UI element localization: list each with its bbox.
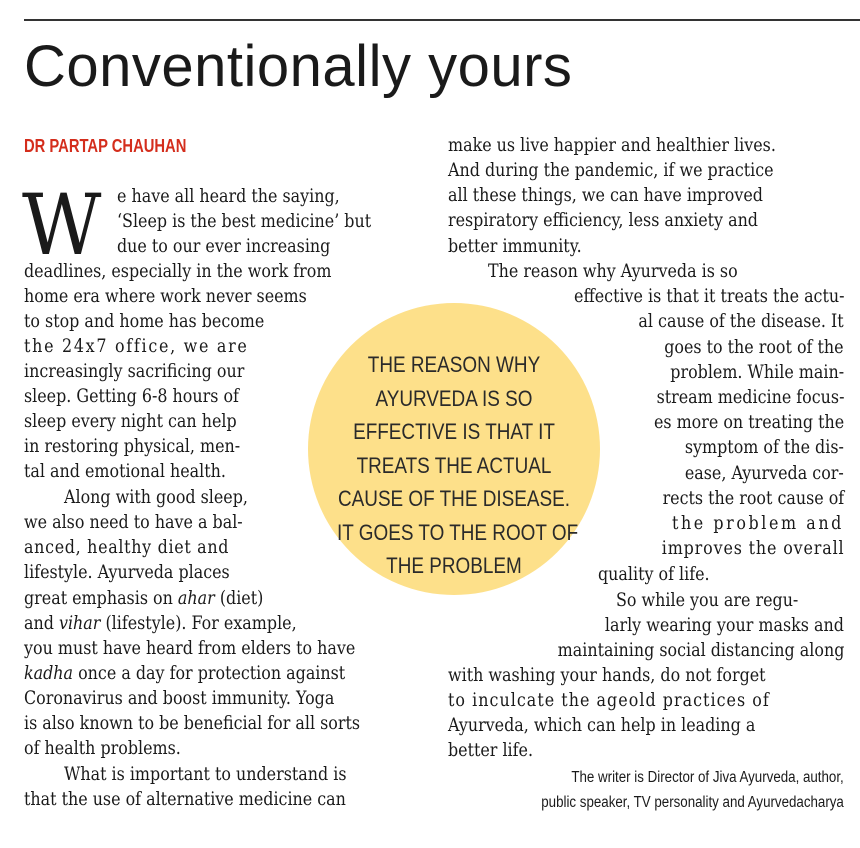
article-line: to inculcate the ageold practices of bbox=[448, 690, 770, 711]
pull-quote-line: AYURVEDA IS SO bbox=[375, 385, 533, 411]
article-line: es more on treating the bbox=[653, 412, 844, 433]
article-line: sleep every night can help bbox=[24, 411, 237, 432]
article-line: e have all heard the saying, bbox=[117, 186, 340, 207]
drop-cap: W bbox=[22, 176, 102, 274]
top-rule bbox=[24, 19, 860, 21]
pull-quote bbox=[318, 348, 590, 583]
article-line: and vihar (lifestyle). For example, bbox=[24, 613, 297, 634]
article-line: symptom of the dis- bbox=[685, 437, 844, 458]
article-line: in restoring physical, men- bbox=[24, 436, 241, 457]
article-line: rects the root cause of bbox=[662, 488, 844, 509]
article-line: of health problems. bbox=[24, 738, 181, 759]
article-line: And during the pandemic, if we practice bbox=[448, 160, 774, 181]
article-line: we also need to have a bal- bbox=[24, 512, 243, 533]
article-line: stream medicine focus- bbox=[656, 387, 844, 408]
article-line: goes to the root of the bbox=[664, 337, 844, 358]
article-line: So while you are regu- bbox=[616, 590, 799, 611]
article-line: The reason why Ayurveda is so bbox=[488, 261, 738, 282]
article-line: the 24x7 office, we are bbox=[24, 336, 249, 357]
article-line: due to our ever increasing bbox=[117, 236, 331, 257]
article-line: anced, healthy diet and bbox=[24, 537, 230, 558]
headline: Conventionally yours bbox=[24, 34, 573, 99]
article-line: lifestyle. Ayurveda places bbox=[24, 562, 230, 583]
article-line: deadlines, especially in the work from bbox=[24, 261, 332, 282]
article-line: effective is that it treats the actu- bbox=[573, 286, 844, 307]
article-line: larly wearing your masks and bbox=[604, 615, 844, 636]
article-line: ‘Sleep is the best medicine’ but bbox=[117, 211, 372, 232]
article-line: Ayurveda, which can help in leading a bbox=[448, 715, 756, 736]
article-line: home era where work never seems bbox=[24, 286, 307, 307]
article-line: improves the overall bbox=[661, 538, 844, 559]
article-line: you must have heard from elders to have bbox=[24, 638, 356, 659]
article-line: Coronavirus and boost immunity. Yoga bbox=[24, 688, 335, 709]
pull-quote-line: EFFECTIVE IS THAT IT bbox=[353, 419, 555, 444]
article-line: What is important to understand is bbox=[64, 764, 347, 785]
article-line: to stop and home has become bbox=[24, 311, 265, 332]
article-line: maintaining social distancing along bbox=[557, 640, 844, 661]
pull-quote-line: THE PROBLEM bbox=[386, 553, 522, 578]
author-credit-line: public speaker, TV personality and Ayurvedacharya bbox=[541, 794, 844, 811]
byline: DR PARTAP CHAUHAN bbox=[24, 136, 187, 156]
article-line: quality of life. bbox=[598, 564, 710, 585]
article-line: problem. While main- bbox=[670, 362, 844, 383]
pull-quote-line: IT GOES TO THE ROOT OF bbox=[337, 519, 579, 545]
article-line: al cause of the disease. It bbox=[638, 311, 844, 332]
article-line: sleep. Getting 6-8 hours of bbox=[24, 386, 239, 407]
article-line: better immunity. bbox=[448, 236, 582, 257]
article-line: respiratory efficiency, less anxiety and bbox=[448, 210, 759, 231]
article-line: ease, Ayurveda cor- bbox=[685, 463, 844, 484]
pull-quote-line: THE REASON WHY bbox=[367, 352, 541, 377]
pull-quote-line: CAUSE OF THE DISEASE. bbox=[337, 486, 571, 511]
article-line: with washing your hands, do not forget bbox=[448, 665, 766, 686]
article-line: make us live happier and healthier lives. bbox=[448, 135, 776, 156]
article-line: tal and emotional health. bbox=[24, 461, 226, 482]
author-credit-line: The writer is Director of Jiva Ayurveda, author, bbox=[571, 769, 844, 786]
article-line: all these things, we can have improved bbox=[448, 185, 763, 206]
article-line: Along with good sleep, bbox=[64, 487, 248, 508]
article-line: kadha once a day for protection against bbox=[24, 663, 346, 684]
article-line: increasingly sacrificing our bbox=[24, 361, 245, 382]
article-line: great emphasis on ahar (diet) bbox=[24, 588, 264, 609]
article-line: the problem and bbox=[672, 513, 844, 534]
article-line: that the use of alternative medicine can bbox=[24, 789, 346, 810]
article-line: better life. bbox=[448, 740, 534, 761]
article-line: is also known to be beneficial for all sorts bbox=[24, 713, 361, 734]
pull-quote-line: TREATS THE ACTUAL bbox=[356, 452, 552, 478]
